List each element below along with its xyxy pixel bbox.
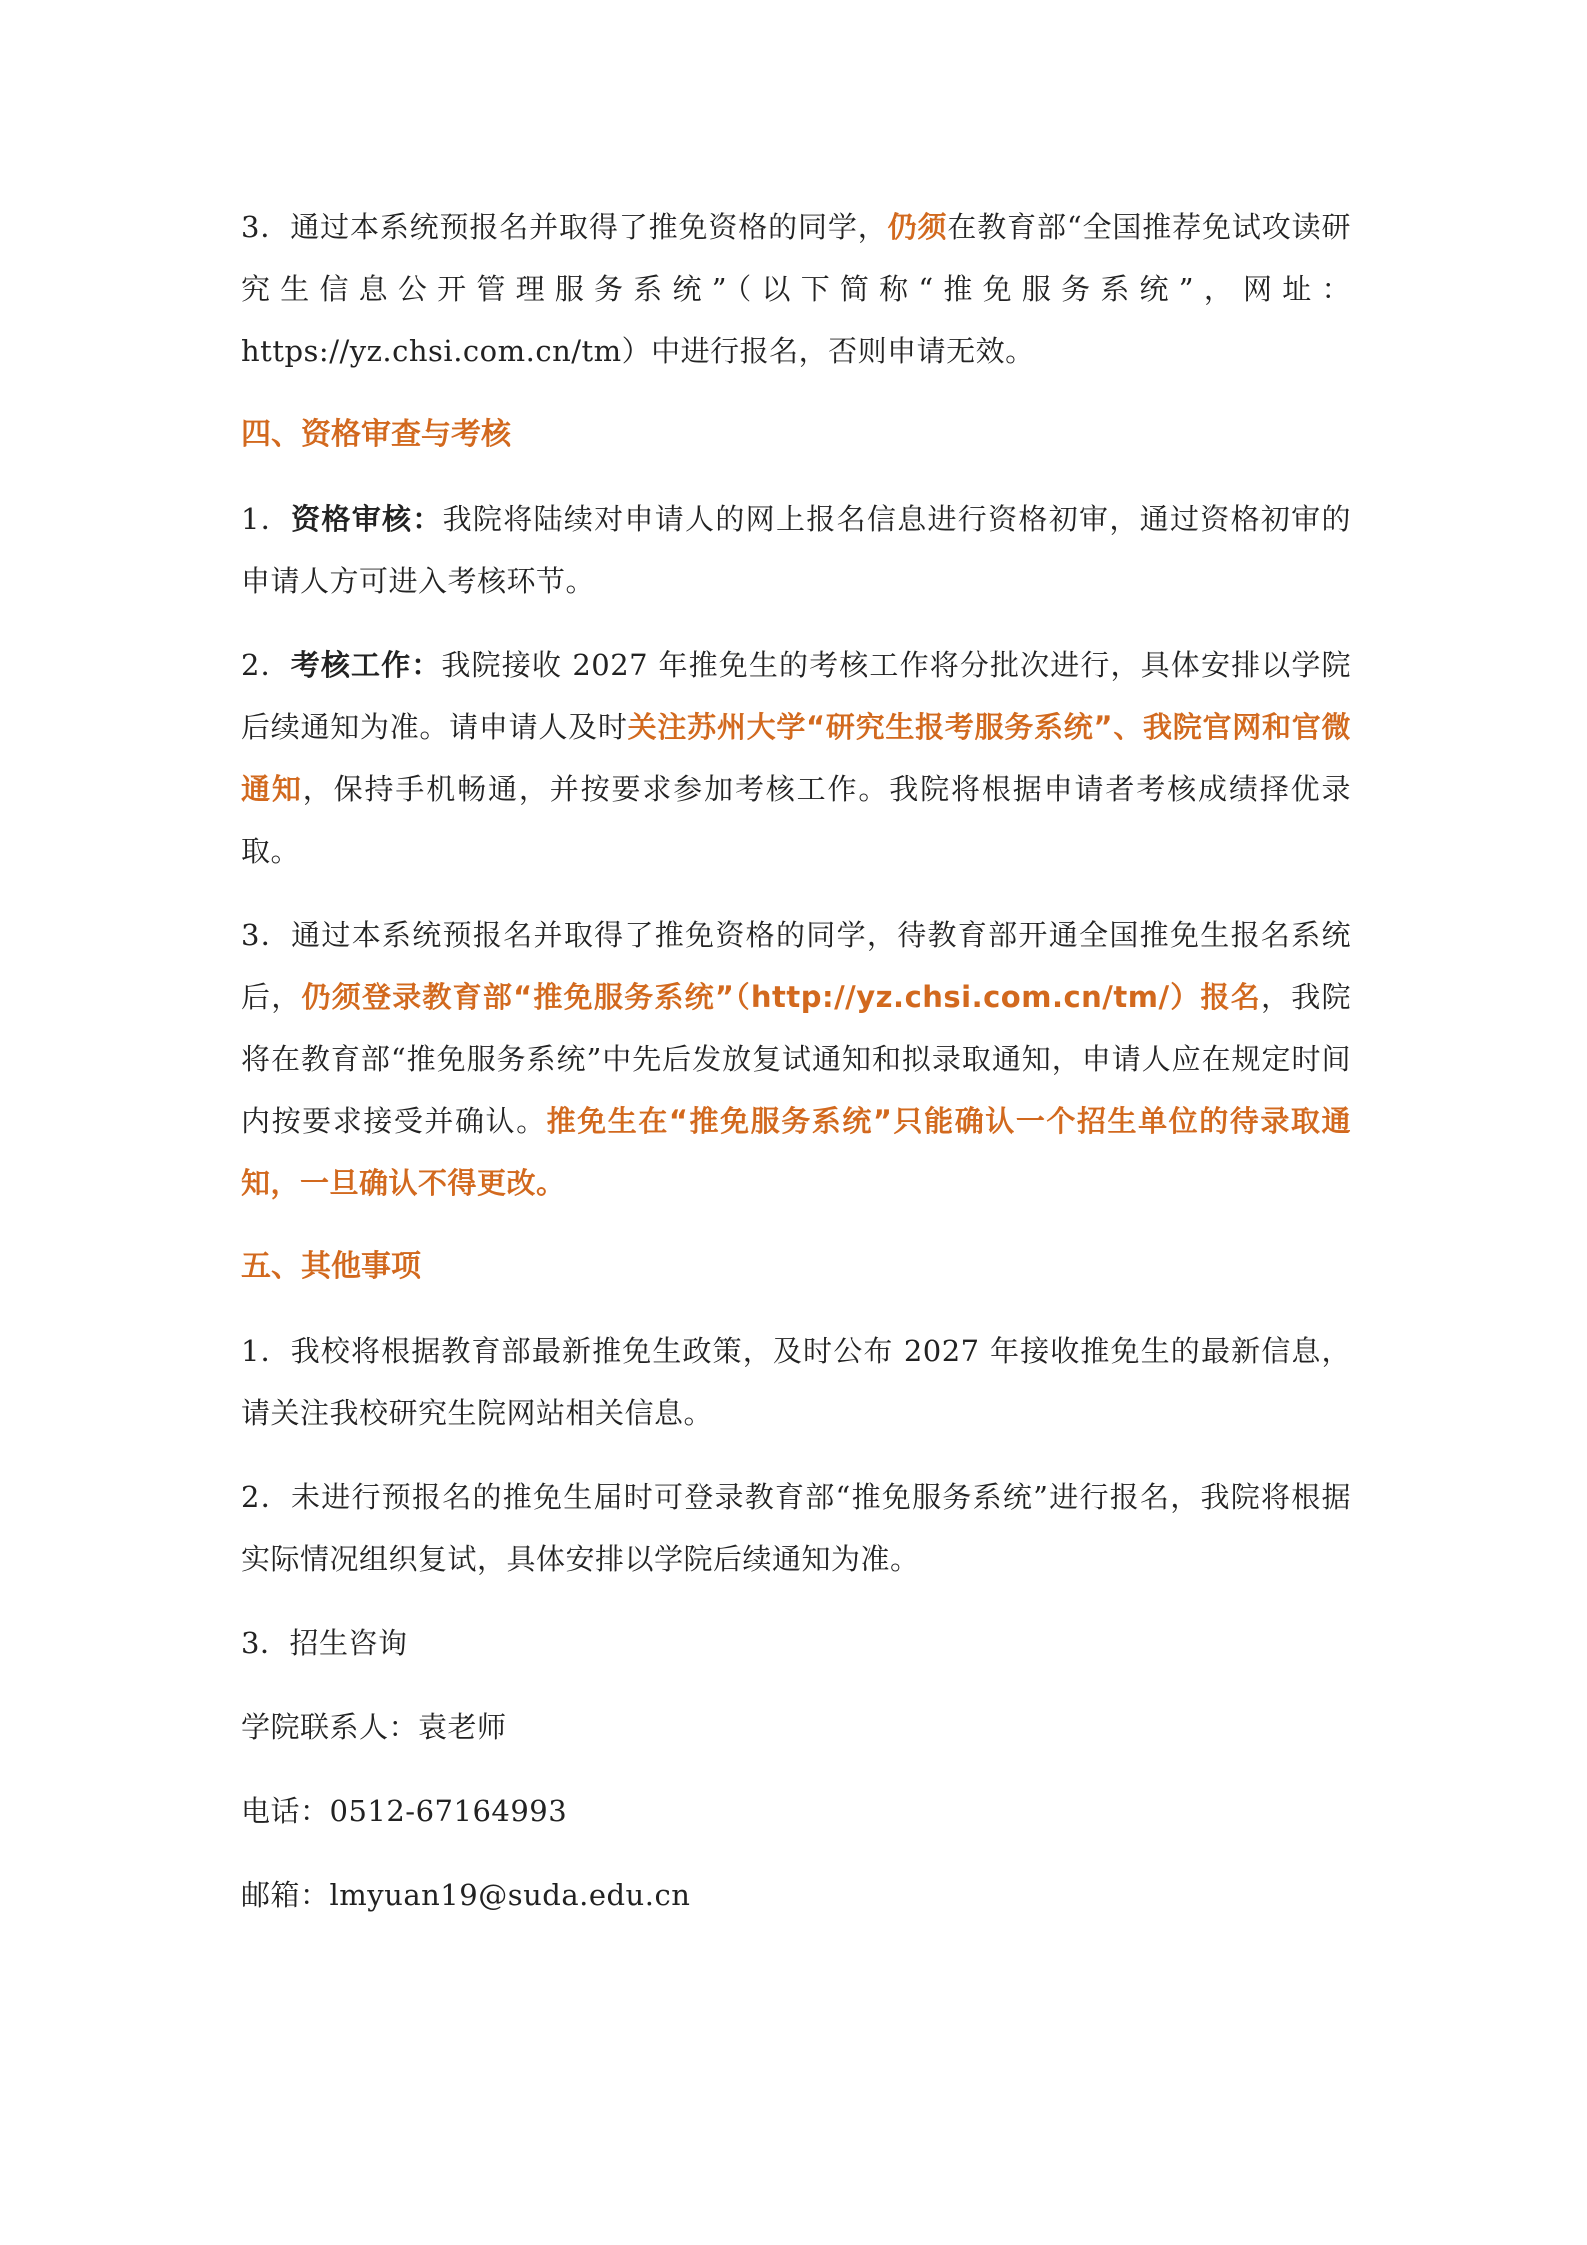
highlight-text: 仍须登录教育部“推免服务系统”（http://yz.chsi.com.cn/tm/）报名 [301,980,1262,1014]
document-page [241,196,1351,1926]
highlight-text: 仍须 [887,210,948,244]
item-text: 我院将陆续对申请人的网上报名信息进行资格初审，通过资格初审的申请人方可进入考核环节。 [241,502,1351,598]
item-bold-label: 资格审核： [291,502,443,536]
section4-item3 [241,904,1351,1214]
section5-heading: 五、其他事项 [241,1249,421,1284]
item-text: 通过本系统预报名并取得了推免资格的同学，待教育部开通全国推免生报名系统后， [241,918,1351,1014]
section4-heading: 四、资格审查与考核 [241,417,511,452]
item-text: 在教育部“全国推荐免试攻读研究生信息公开管理服务系统”（以下简称“推免服务系统”，网址：https://yz.chsi.com.cn/tm）中进行报名，否则申请无效。 [241,210,1351,368]
section4-item1 [241,488,1351,612]
item-number: 1． [241,502,292,536]
item-text: ，保持手机畅通，并按要求参加考核工作。我院将根据申请者考核成绩择优录取。 [241,772,1351,868]
item-number: 3． [241,918,292,952]
item-text: 通过本系统预报名并取得了推免资格的同学， [290,210,888,244]
item-bold-label: 考核工作： [290,648,442,682]
section5-item2: 2．未进行预报名的推免生届时可登录教育部“推免服务系统”进行报名，我院将根据实际情况组织复试，具体安排以学院后续通知为准。 [241,1480,1351,1576]
contact-person: 学院联系人：袁老师 [241,1710,507,1744]
section4-item2 [241,634,1351,882]
item-text: ，我院将在教育部“推免服务系统”中先后发放复试通知和拟录取通知，申请人应在规定时间内按要求接受并确认。 [241,980,1351,1138]
highlight-text: 关注苏州大学“研究生报考服务系统”、我院官网和官微通知 [241,710,1351,806]
contact-email: 邮箱：lmyuan19@suda.edu.cn [241,1878,691,1912]
section5-item1: 1．我校将根据教育部最新推免生政策，及时公布 2027 年接收推免生的最新信息，请关注我校研究生院网站相关信息。 [241,1334,1351,1430]
item-number: 2． [241,648,291,682]
section3-item3 [241,196,1351,382]
item-text: 我院接收 2027 年推免生的考核工作将分批次进行，具体安排以学院后续通知为准。请申请人及时 [241,648,1351,744]
section5-item3: 3．招生咨询 [241,1626,408,1660]
item-number: 3． [241,210,291,244]
contact-phone: 电话：0512-67164993 [241,1794,568,1828]
highlight-text: 推免生在“推免服务系统”只能确认一个招生单位的待录取通知，一旦确认不得更改。 [241,1104,1351,1200]
